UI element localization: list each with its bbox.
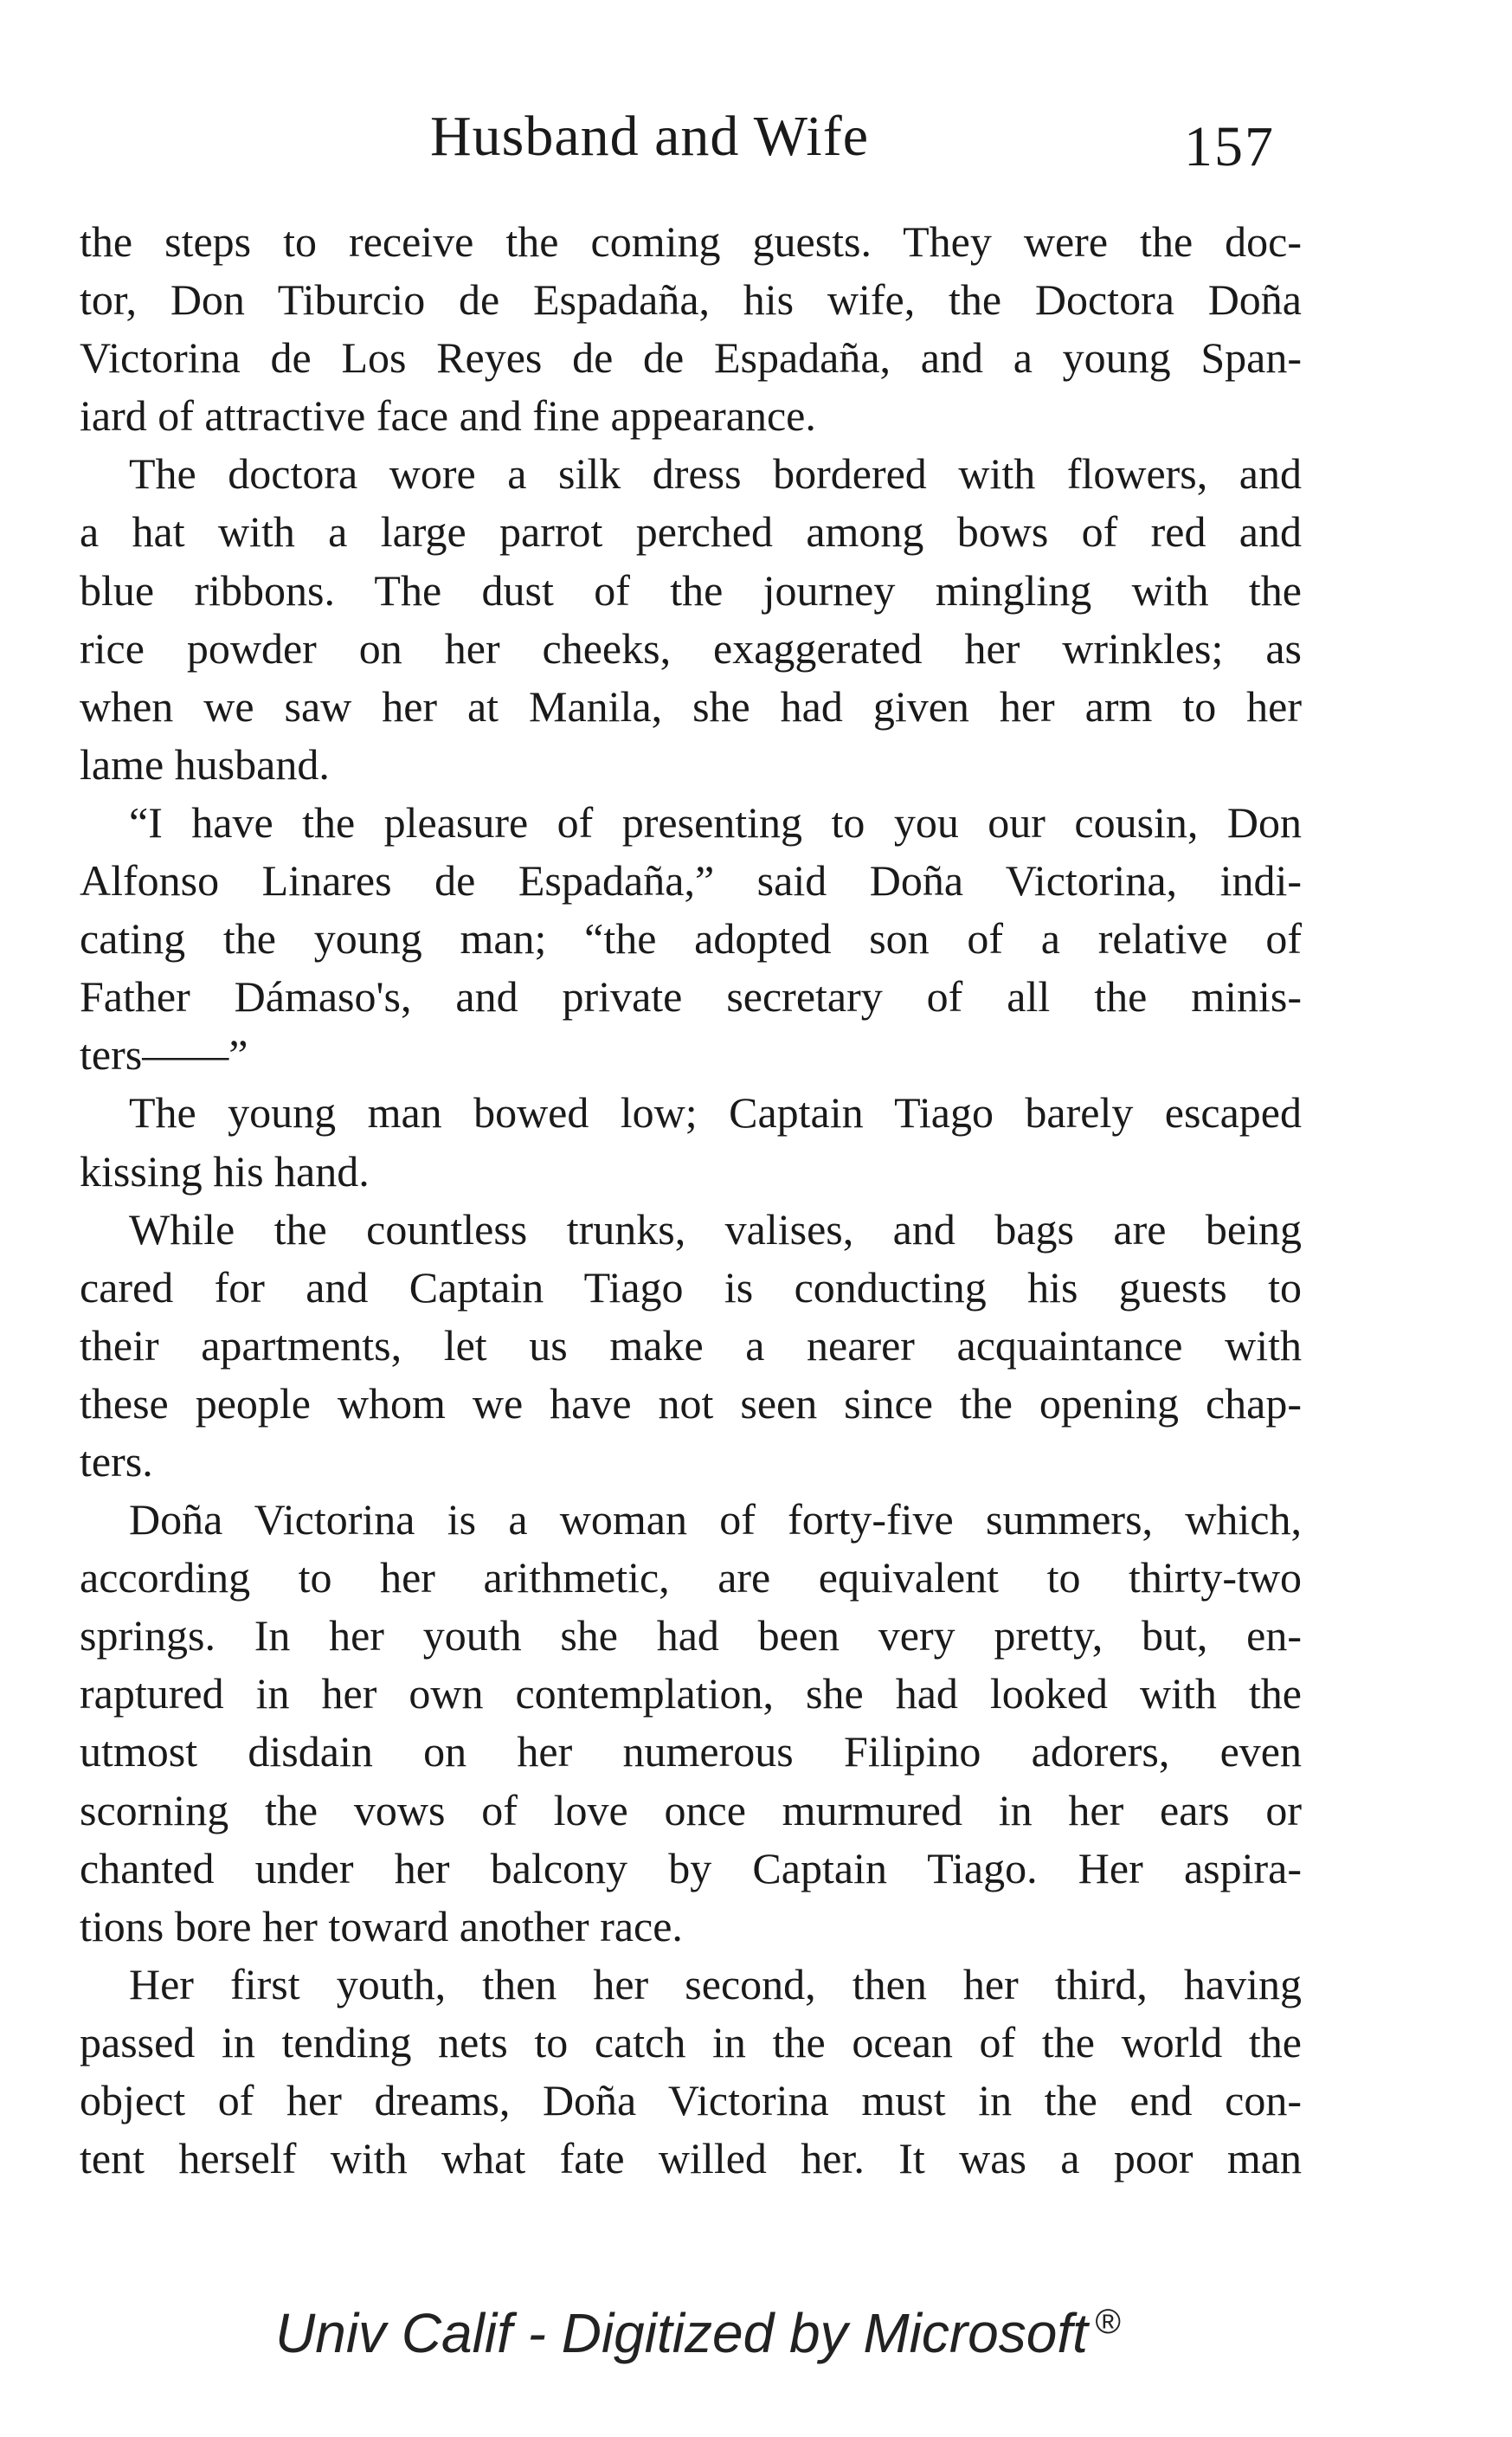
text-line: “I have the pleasure of presenting to you our cousin, Don: [129, 797, 1302, 847]
text-line: Her first youth, then her second, then her third, having: [129, 1959, 1302, 2008]
text-line: utmost disdain on her numerous Filipino adorers, even: [80, 1727, 1302, 1776]
text-line: Father Dámaso's, and private secretary of all the minis-: [80, 972, 1302, 1022]
text-line: object of her dreams, Doña Victorina must in the end con-: [80, 2076, 1302, 2124]
text-line: Victorina de Los Reyes de de Espadaña, and a young Span-: [80, 333, 1302, 383]
text-line: lame husband.: [80, 739, 330, 789]
running-header: [0, 102, 1512, 180]
text-line: ters——”: [80, 1030, 248, 1080]
text-line: raptured in her own contemplation, she had looked with the: [80, 1669, 1302, 1718]
text-line: Alfonso Linares de Espadaña,” said Doña Victorina, indi-: [80, 856, 1302, 906]
registered-trademark-icon: ®: [1094, 2302, 1121, 2341]
text-line: when we saw her at Manila, she had given her arm to her: [80, 681, 1302, 731]
text-line: rice powder on her cheeks, exaggerated her wrinkles; as: [80, 623, 1302, 673]
text-line: While the countless trunks, valises, and bags are being: [129, 1204, 1302, 1254]
text-line: iard of attractive face and fine appearance.: [80, 391, 816, 441]
text-line: cared for and Captain Tiago is conducting his guests to: [80, 1262, 1302, 1312]
text-line: cating the young man; “the adopted son of a relative of: [80, 914, 1302, 964]
running-header-title: Husband and Wife: [430, 105, 870, 168]
text-line: chanted under her balcony by Captain Tiago. Her aspira-: [80, 1843, 1302, 1892]
text-line: these people whom we have not seen since the opening chap-: [80, 1378, 1302, 1428]
page-number: 157: [1184, 115, 1275, 178]
watermark-text: Univ Calif - Digitized by Microsoft: [275, 2302, 1088, 2364]
page-text-body: [80, 213, 1302, 2188]
text-line: the steps to receive the coming guests. They were the doc-: [80, 217, 1302, 266]
text-line: Doña Victorina is a woman of forty-five summers, which,: [129, 1495, 1302, 1544]
text-line: blue ribbons. The dust of the journey mingling with the: [80, 565, 1302, 615]
text-line: The young man bowed low; Captain Tiago barely escaped: [129, 1088, 1302, 1138]
text-line: scorning the vows of love once murmured in her ears or: [80, 1785, 1302, 1834]
text-line: ters.: [80, 1436, 153, 1486]
text-line: tor, Don Tiburcio de Espadaña, his wife, the Doctora Doña: [80, 275, 1302, 325]
text-line: passed in tending nets to catch in the ocean of the world the: [80, 2017, 1302, 2066]
text-line: according to her arithmetic, are equivalent to thirty-two: [80, 1553, 1302, 1602]
text-line: kissing his hand.: [80, 1146, 370, 1196]
text-line: tions bore her toward another race.: [80, 1901, 683, 1950]
text-line: a hat with a large parrot perched among bows of red and: [80, 507, 1302, 557]
text-line: their apartments, let us make a nearer acquaintance with: [80, 1320, 1302, 1370]
text-line: The doctora wore a silk dress bordered with flowers, and: [129, 449, 1302, 499]
digitization-watermark: [275, 2298, 1120, 2368]
text-line: tent herself with what fate willed her. It was a poor man: [80, 2134, 1302, 2183]
text-line: springs. In her youth she had been very pretty, but, en-: [80, 1611, 1302, 1660]
digitization-footer: [0, 2298, 1512, 2376]
